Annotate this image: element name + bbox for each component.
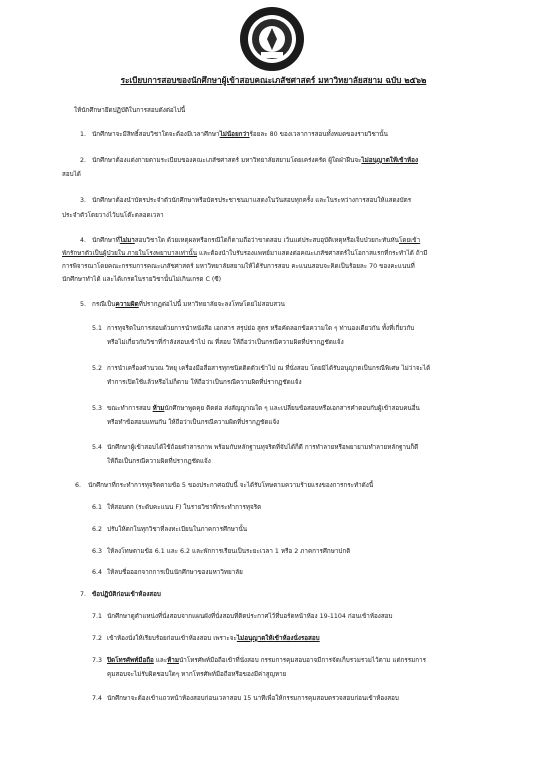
- item-5-2-line-1: การนำเครื่องคำนวณ วิทยุ เครื่องมือสื่อสารทุกชนิดติดตัวเข้าไป ณ ที่นั่งสอบ โดยมิได้รับอนุญาตเป็นกรณีพิเศษ ไม่ว่าจะได้: [107, 365, 431, 372]
- item-6-3-text: ให้ลงโทษตามข้อ 6.1 และ 6.2 และพักการเรียนเป็นระยะเวลา 1 หรือ 2 ภาคการศึกษาปกติ: [107, 548, 351, 555]
- item-4-line-3: การพิจารณาโดยคณะกรรมการคณะเภสัชศาสตร์ มหาวิทยาลัยสยามให้ได้รับการสอบ คะแนนสอบจะคิดเป็นร้อยละ 70 ของคะแนนที่: [62, 263, 415, 270]
- item-3-number: 3.: [80, 197, 87, 204]
- item-5-3-line-1: ขณะทำการสอบ ห้ามนักศึกษาพูดคุย ติดต่อ ส่งสัญญาณใด ๆ และเปลี่ยนข้อสอบหรือเอกสารคำตอบกับผู้เข้าสอบคนอื่น: [107, 405, 420, 412]
- item-7-4-number: 7.4: [92, 695, 103, 702]
- item-5-1-number: 5.1: [92, 325, 103, 332]
- item-1-text: นักศึกษาจะมีสิทธิ์สอบวิชาใดจะต้องมีเวลาศึกษาไม่น้อยกว่าร้อยละ 80 ของเวลาการสอนทั้งหมดของรายวิชานั้น: [92, 131, 388, 138]
- item-7-3-line-1: ปิดโทรศัพท์มือถือ และห้ามนำโทรศัพท์มือถือเข้าที่นั่งสอบ กรรมการคุมสอบอาจมีการจัดเก็บรวมรวมไว้ตาม แต่กรรมการ: [107, 657, 427, 664]
- item-5-3-line-2: หรือทำข้อสอบแทนกัน ให้ถือว่าเป็นกรณีความผิดที่ปรากฏชัดแจ้ง: [107, 419, 280, 426]
- item-6-1-text: ให้สอบตก (ระดับคะแนน F) ในรายวิชาที่กระทำการทุจริต: [107, 504, 262, 511]
- item-4-line-1: นักศึกษาที่ไม่มาสอบวิชาใด ด้วยเหตุผลหรือกรณีใดก็ตามถือว่าขาดสอบ เว้นแต่ประสบอุบัติเหตุหรือเจ็บป่วยกะทันหันโดยเข้า: [92, 237, 421, 244]
- item-6-number: 6.: [75, 482, 82, 489]
- item-5-2-number: 5.2: [92, 365, 103, 372]
- item-7-1-text: นักศึกษาดูตำแหน่งที่นั่งสอบจากแผนผังที่นั่งสอบที่ติดประกาศไว้ที่บอร์ดหน้าห้อง 19-1104 ก่อนเข้าห้องสอบ: [107, 613, 393, 620]
- item-5-2-line-2: ทำการเปิดใช้แล้วหรือไม่ก็ตาม ให้ถือว่าเป็นกรณีความผิดที่ปรากฏชัดแจ้ง: [107, 379, 302, 386]
- item-6-3-number: 6.3: [92, 548, 103, 555]
- item-5-1-line-2: หรือไม่เกี่ยวกับวิชาที่กำลังสอบเข้าไป ณ ที่สอบ ให้ถือว่าเป็นกรณีความผิดที่ปรากฏชัดแจ้ง: [107, 339, 344, 346]
- page-title: ระเบียบการสอบของนักศึกษาผู้เข้าสอบคณะเภสัชศาสตร์ มหาวิทยาลัยสยาม ฉบับ ๒๕๖๒: [120, 75, 427, 85]
- siam-university-seal: [239, 6, 305, 72]
- item-7-number: 7.: [80, 591, 87, 598]
- item-5-4-number: 5.4: [92, 444, 103, 451]
- item-5-1-line-1: การทุจริตในการสอบด้วยการนำหนังสือ เอกสาร สรุปย่อ สูตร หรือคัดลอกข้อความใด ๆ ท่านองเดียวกัน ทั้งที่เกี่ยวกับ: [107, 325, 415, 332]
- item-6-4-text: ให้ลบชื่อออกจากการเป็นนักศึกษาของมหาวิทยาลัย: [107, 569, 243, 576]
- item-7-4-text: นักศึกษาจะต้องเข้าแถวหน้าห้องสอบก่อนเวลาสอบ 15 นาทีเพื่อให้กรรมการคุมสอบตรวจสอบก่อนเข้าห้องสอบ: [107, 695, 399, 702]
- item-5-3-number: 5.3: [92, 405, 103, 412]
- intro-text: ให้นักศึกษายึดปฏิบัติในการสอบดังต่อไปนี้: [74, 107, 186, 114]
- item-3-line-1: นักศึกษาต้องนำบัตรประจำตัวนักศึกษาหรือบัตรประชาชนมาแสดงในวันสอบทุกครั้ง และในระหว่างการสอบให้แสดงบัตร: [92, 197, 412, 204]
- item-7-2-text: เข้าห้องนั่งให้เรียบร้อยก่อนเข้าห้องสอบ เพราะจะไม่อนุญาตให้เข้าห้องนั่งรอสอบ: [107, 635, 320, 642]
- item-5-number: 5.: [80, 301, 87, 308]
- item-2-line-1: นักศึกษาต้องแต่งกายตามระเบียบของคณะเภสัชศาสตร์ มหาวิทยาลัยสยามโดยเคร่งครัด ผู้ใดฝ่าฝืนจะไม่อนุญาตให้เข้าห้อง: [92, 157, 419, 164]
- item-5-text: กรณีเป็นความผิดที่ปรากฏต่อไปนี้ มหาวิทยาลัยจะลงโทษโดยไม่สอบสวน: [92, 301, 285, 308]
- item-7-3-number: 7.3: [92, 657, 103, 664]
- item-6-2-text: ปรับให้ตกในทุกวิชาที่ลงทะเบียนในภาคการศึกษานั้น: [107, 526, 248, 533]
- item-6-1-number: 6.1: [92, 504, 103, 511]
- item-7-1-number: 7.1: [92, 613, 103, 620]
- item-4-number: 4.: [80, 237, 87, 244]
- item-6-text: นักศึกษาที่กระทำการทุจริตตามข้อ 5 ของประกาศฉบับนี้ จะได้รับโทษตามความร้ายแรงของการกระทำดังนี้: [88, 482, 374, 489]
- item-6-4-number: 6.4: [92, 569, 103, 576]
- item-4-line-2: พักรักษาตัวเป็นผู้ป่วยใน ภายในโรงพยาบาลเท่านั้น และต้องนำใบรับรองแพทย์มาแสดงต่อคณะเภสัชศาสตร์ในโอกาสแรกที่กระทำได้ ถ้ามี: [62, 250, 428, 257]
- item-7-2-number: 7.2: [92, 635, 103, 642]
- item-7-heading: ข้อปฏิบัติก่อนเข้าห้องสอบ: [92, 591, 161, 598]
- item-5-4-line-1: นักศึกษาผู้เข้าสอบได้ใช้ถ้อยคำสารภาพ พร้อมกับหลักฐานทุจริตที่จับได้ก็ดี การทำลายหรือพยายามทำลายหลักฐานก็ดี: [107, 444, 419, 451]
- item-2-line-2: สอบได้: [62, 171, 81, 178]
- item-1-number: 1.: [80, 131, 87, 138]
- item-5-4-line-2: ให้ถือเป็นกรณีความผิดที่ปรากฏชัดแจ้ง: [107, 458, 211, 465]
- item-2-number: 2.: [80, 157, 87, 164]
- item-3-line-2: ประจำตัวโดยวางไว้บนโต๊ะตลอดเวลา: [62, 212, 164, 219]
- item-4-line-4: นักศึกษาทำได้ และได้เกรดในรายวิชานั้นไม่เกินเกรด C (ซี): [62, 276, 222, 283]
- item-6-2-number: 6.2: [92, 526, 103, 533]
- item-7-3-line-2: คุมสอบจะไม่รับผิดชอบใดๆ หากโทรศัพท์มือถือหรือของมีค่าสูญหาย: [107, 671, 287, 678]
